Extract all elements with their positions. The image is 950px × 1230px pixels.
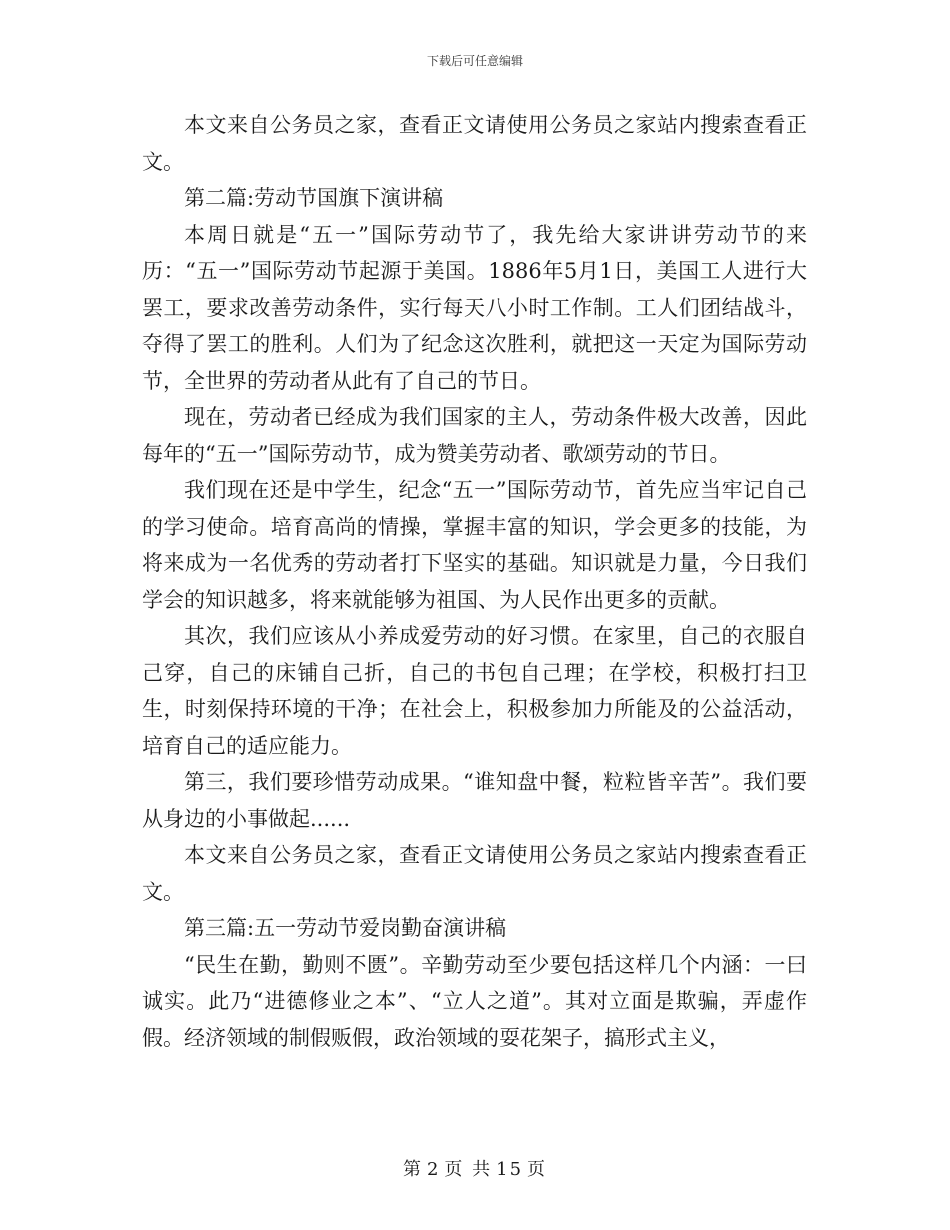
document-body	[142, 107, 807, 1056]
paragraph-labor-day-origin: 本周日就是“五一”国际劳动节了，我先给大家讲讲劳动节的来历：“五一”国际劳动节起源于美国。1886年5月1日，美国工人进行大罢工，要求改善劳动条件，实行每天八小时工作制。工人们团结战斗，夺得了罢工的胜利。人们为了纪念这次胜利，就把这一天定为国际劳动节，全世界的劳动者从此有了自己的节日。	[142, 222, 807, 393]
paragraph-source-note-1: 本文来自公务员之家，查看正文请使用公务员之家站内搜索查看正文。	[142, 113, 807, 174]
paragraph-workers-masters: 现在，劳动者已经成为我们国家的主人，劳动条件极大改善，因此每年的“五一”国际劳动节，成为赞美劳动者、歌颂劳动的节日。	[142, 405, 807, 466]
paragraph-labor-habits: 其次，我们应该从小养成爱劳动的好习惯。在家里，自己的衣服自己穿，自己的床铺自己折，自己的书包自己理；在学校，积极打扫卫生，时刻保持环境的干净；在社会上，积极参加力所能及的公益活动，培育自己的适应能力。	[142, 624, 807, 758]
footer-suffix: 页	[527, 1159, 548, 1180]
paragraph-source-note-2: 本文来自公务员之家，查看正文请使用公务员之家站内搜索查看正文。	[142, 843, 807, 904]
page-footer	[0, 1155, 950, 1181]
footer-total-pages: 15	[496, 1159, 524, 1180]
paragraph-student-mission: 我们现在还是中学生，纪念“五一”国际劳动节，首先应当牢记自己的学习使命。培育高尚的情操，掌握丰富的知识，学会更多的技能，为将来成为一名优秀的劳动者打下坚实的基础。知识就是力量，今日我们学会的知识越多，将来就能够为祖国、为人民作出更多的贡献。	[142, 478, 807, 612]
header-note: 下载后可任意编辑	[426, 54, 523, 68]
paragraph-diligence: “民生在勤，勤则不匮”。辛勤劳动至少要包括这样几个内涵：一曰诚实。此乃“进德修业之本”、“立人之道”。其对立面是欺骗，弄虚作假。经济领域的制假贩假，政治领域的耍花架子，搞形式主义，	[142, 952, 807, 1050]
paragraph-cherish-results: 第三，我们要珍惜劳动成果。“谁知盘中餐，粒粒皆辛苦”。我们要从身边的小事做起......	[142, 770, 807, 831]
section-heading-2: 第二篇:劳动节国旗下演讲稿	[184, 186, 444, 210]
footer-mid: 页 共	[444, 1159, 493, 1180]
section-heading-3: 第三篇:五一劳动节爱岗勤奋演讲稿	[184, 916, 507, 940]
footer-prefix: 第	[402, 1159, 423, 1180]
footer-current-page: 2	[426, 1159, 441, 1180]
